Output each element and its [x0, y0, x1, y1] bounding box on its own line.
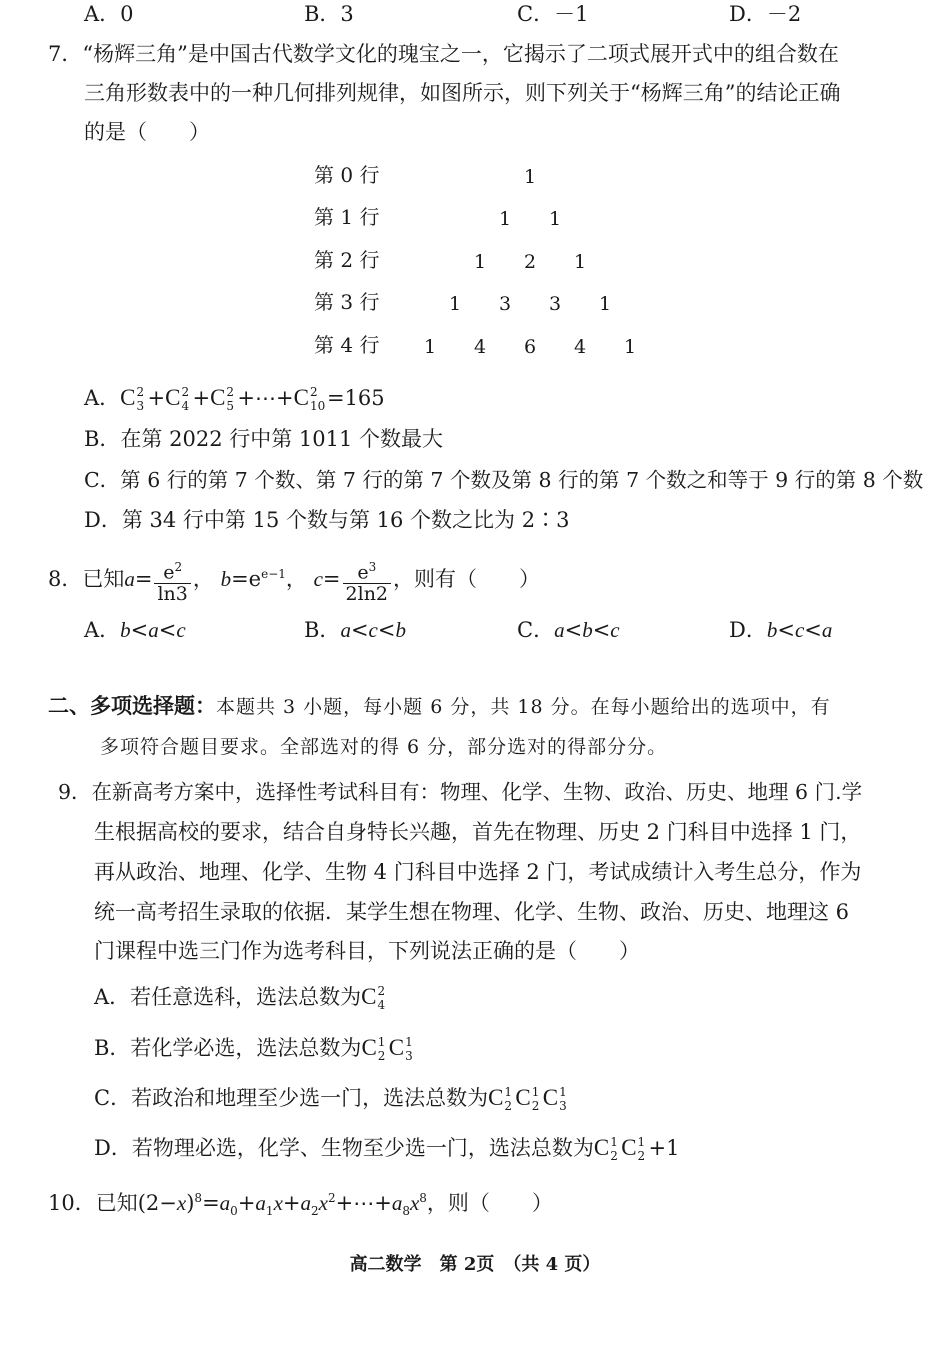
q9-line-5: 门课程中选三门作为选考科目，下列说法正确的是（ ） [94, 939, 640, 963]
q8-stem: 8．已知a= $\frac{e^2}{\ln 3}$ ， $b=e^{e-1}$， c= $\frac{e^3}{2\ln 2}$ ，则有（ ） [48, 554, 540, 604]
triangle-number: 1 [573, 251, 587, 273]
binomial-expansion: $(2-x)^8=a_0+a_1x+a_2x^2+\cdots+a_8x^8$ [137, 1191, 427, 1219]
option-c: C．－1 [517, 2, 589, 26]
section-description: 本题共 3 小题，每小题 6 分，共 18 分。在每小题给出的选项中，有 [216, 696, 831, 718]
q9-line-2: 生根据高校的要求，结合自身特长兴趣，首先在物理、历史 2 门科目中选择 1 门， [94, 820, 862, 844]
row-label: 第 2 行 [314, 248, 380, 272]
option-b: B．3 [304, 2, 354, 26]
triangle-number: 1 [448, 293, 462, 315]
triangle-number: 2 [523, 251, 537, 273]
q7-option-c: C．第 6 行的第 7 个数、第 7 行的第 7 个数及第 8 行的第 7 个数之和等于 9 行的第 8 个数 [84, 468, 924, 492]
section-2-heading [48, 692, 831, 721]
option-d: D．－2 [729, 2, 802, 26]
q9-option-c: C．若政治和地理至少选一门，选法总数为C 1 2 C 1 2 C 1 3 [94, 1085, 567, 1113]
option-c: C．a<b<c [517, 618, 620, 642]
row-label: 第 1 行 [314, 205, 380, 229]
previous-question-options [0, 0, 950, 28]
triangle-number: 1 [523, 166, 537, 188]
q9-option-b: B．若化学必选，选法总数为C 1 2 C 1 3 [94, 1035, 413, 1063]
section-2-desc-2: 多项符合题目要求。全部选对的得 6 分，部分选对的得部分分。 [100, 736, 668, 758]
q9-line-1: 9．在新高考方案中，选择性考试科目有：物理、化学、生物、政治、历史、地理 6 门.学 [58, 780, 863, 804]
row-label: 第 3 行 [314, 290, 380, 314]
option-a: A．b<a<c [84, 618, 186, 642]
triangle-number: 4 [473, 336, 487, 358]
q9-option-d: D．若物理必选，化学、生物至少选一门，选法总数为C 1 2 C 1 2 +1 [94, 1135, 680, 1163]
q8-definitions: a= $\frac{e^2}{\ln 3}$ ， $b=e^{e-1}$， c= $\frac{e^3}{2\ln 2}$ [124, 567, 393, 591]
q9-line-4: 统一高考招生录取的依据．某学生想在物理、化学、生物、政治、历史、地理这 6 [94, 900, 850, 924]
row-label: 第 4 行 [314, 333, 380, 357]
triangle-number: 3 [548, 293, 562, 315]
triangle-number: 3 [498, 293, 512, 315]
q8-options [0, 616, 950, 644]
triangle-number: 4 [573, 336, 587, 358]
triangle-number: 1 [498, 208, 512, 230]
triangle-number: 6 [523, 336, 537, 358]
row-label: 第 0 行 [314, 163, 380, 187]
q7-line-2: 三角形数表中的一种几何排列规律，如图所示，则下列关于“杨辉三角”的结论正确 [84, 81, 841, 105]
page-footer: 高二数学 第 2页 （共 4 页） [349, 1254, 601, 1275]
triangle-number: 1 [473, 251, 487, 273]
triangle-number: 1 [423, 336, 437, 358]
option-a: A．0 [84, 2, 134, 26]
q7-option-a: A．C 2 3 +C 2 4 +C 2 5 +⋯+C 2 10 =165 [84, 385, 385, 413]
q7-line-1: 7．“杨辉三角”是中国古代数学文化的瑰宝之一，它揭示了二项式展开式中的组合数在 [48, 42, 839, 66]
triangle-number: 1 [548, 208, 562, 230]
q7-line-3: 的是（ ） [84, 120, 210, 144]
combination-sum-formula: C 2 3 +C 2 4 +C 2 5 +⋯+C 2 10 [120, 385, 326, 413]
triangle-number: 1 [623, 336, 637, 358]
q7-option-b: B．在第 2022 行中第 1011 个数最大 [84, 427, 444, 451]
q9-line-3: 再从政治、地理、化学、生物 4 门科目中选择 2 门，考试成绩计入考生总分，作为 [94, 860, 862, 884]
q10-stem: 10．已知$(2-x)^8=a_0+a_1x+a_2x^2+\cdots+a_8x^8$，则（ ） [48, 1191, 553, 1219]
section-title: 二、多项选择题： [48, 694, 216, 718]
triangle-number: 1 [598, 293, 612, 315]
option-b: B．a<c<b [304, 618, 406, 642]
q9-option-a: A．若任意选科，选法总数为C 2 4 [94, 984, 386, 1012]
q7-option-d: D．第 34 行中第 15 个数与第 16 个数之比为 2∶3 [84, 508, 570, 532]
option-d: D．b<c<a [729, 618, 833, 642]
